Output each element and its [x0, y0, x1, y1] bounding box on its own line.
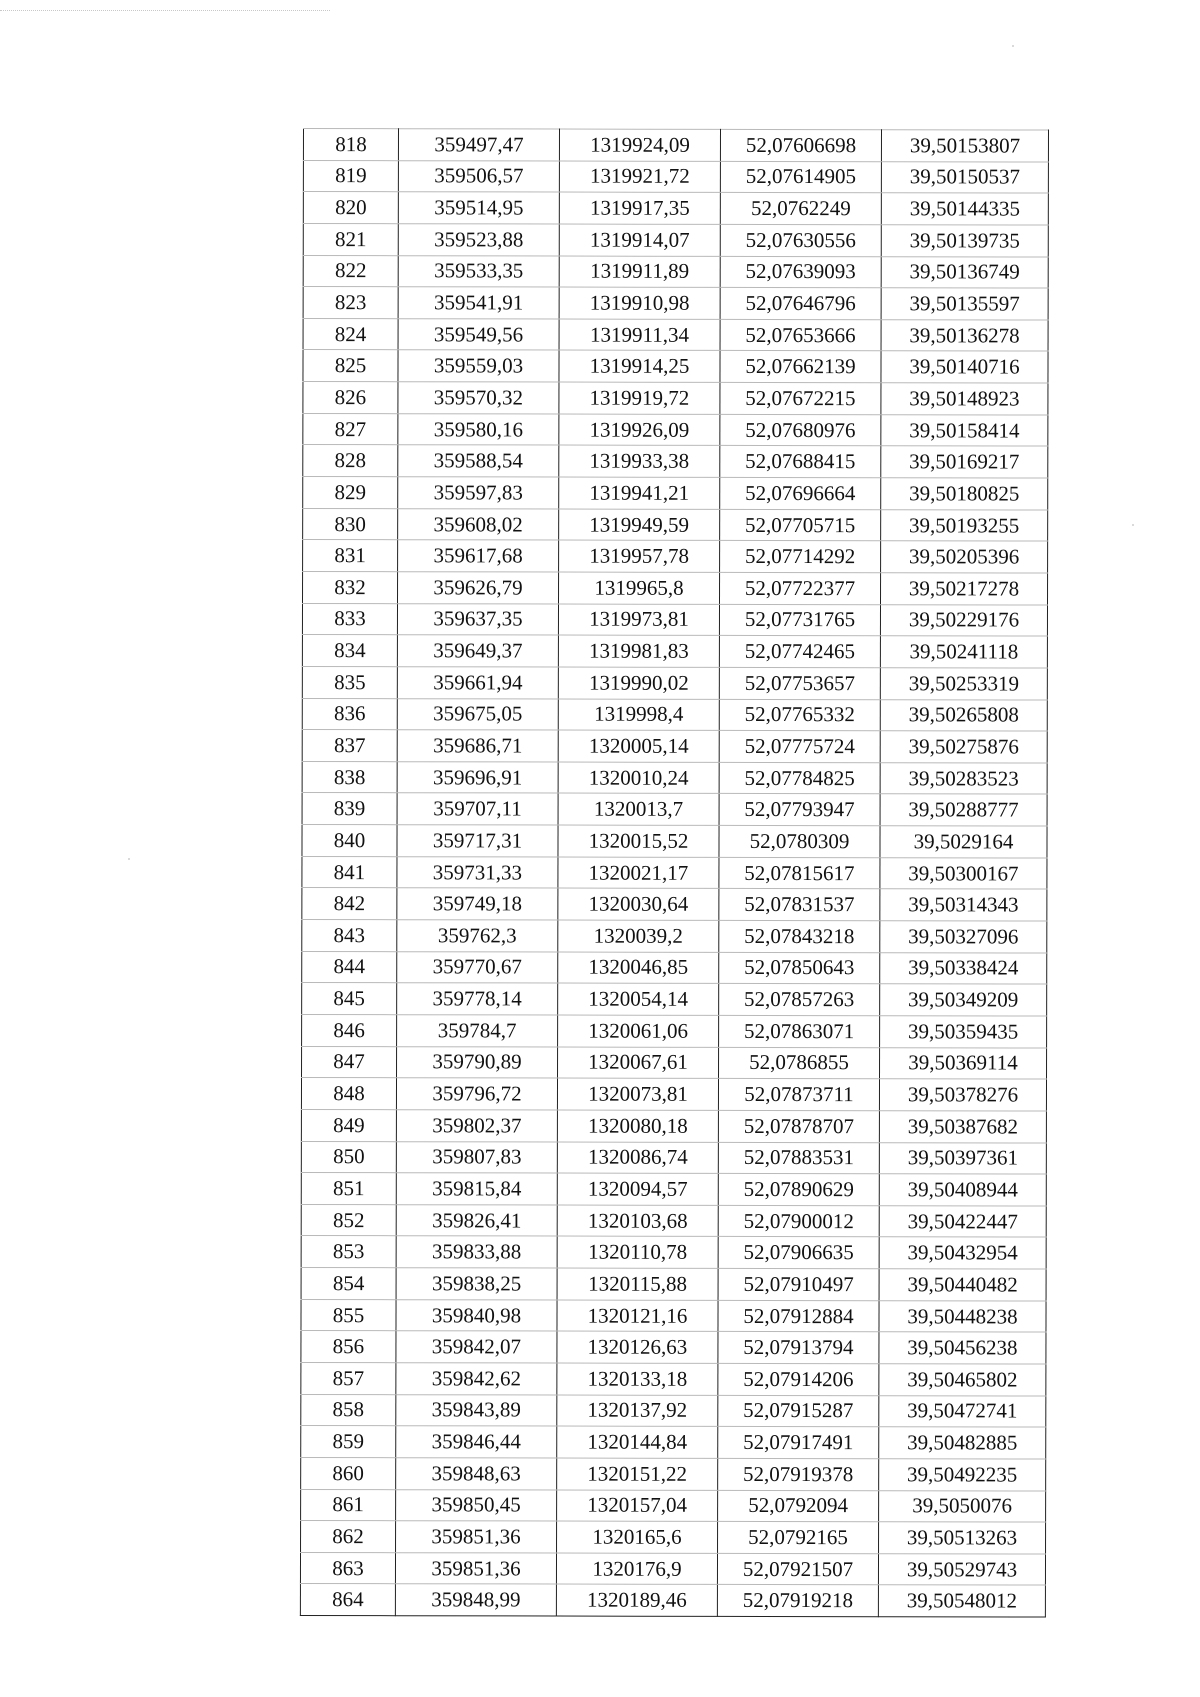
latitude-cell: 52,07714292 — [720, 541, 881, 573]
latitude-cell: 52,07662139 — [720, 351, 881, 383]
y-coordinate-cell: 1320176,9 — [556, 1553, 717, 1585]
x-coordinate-cell: 359597,83 — [398, 477, 559, 509]
point-number-cell: 842 — [302, 888, 397, 920]
y-coordinate-cell: 1320054,14 — [558, 983, 719, 1015]
coordinates-table — [300, 128, 1049, 1618]
x-coordinate-cell: 359778,14 — [397, 983, 558, 1015]
x-coordinate-cell: 359840,98 — [396, 1299, 557, 1331]
longitude-cell: 39,50349209 — [880, 984, 1047, 1016]
point-number-cell: 848 — [301, 1078, 396, 1110]
x-coordinate-cell: 359790,89 — [397, 1046, 558, 1078]
longitude-cell: 39,50139735 — [881, 225, 1048, 257]
y-coordinate-cell: 1320015,52 — [558, 825, 719, 857]
longitude-cell: 39,50327096 — [880, 921, 1047, 953]
longitude-cell: 39,50300167 — [880, 857, 1047, 889]
table-row — [303, 508, 1048, 541]
latitude-cell: 52,07857263 — [719, 984, 880, 1016]
point-number-cell: 830 — [303, 508, 398, 540]
y-coordinate-cell: 1319990,02 — [558, 667, 719, 699]
y-coordinate-cell: 1320126,63 — [557, 1331, 718, 1363]
scan-artifact-dot — [128, 858, 130, 860]
table-row — [302, 635, 1047, 668]
latitude-cell: 52,07850643 — [719, 952, 880, 984]
point-number-cell: 860 — [301, 1457, 396, 1489]
latitude-cell: 52,07688415 — [720, 446, 881, 478]
table-row — [303, 255, 1048, 288]
table-row — [302, 698, 1047, 731]
y-coordinate-cell: 1319914,25 — [559, 351, 720, 383]
x-coordinate-cell: 359802,37 — [396, 1110, 557, 1142]
latitude-cell: 52,07919218 — [717, 1585, 878, 1617]
table-row — [301, 1489, 1046, 1522]
point-number-cell: 863 — [300, 1552, 395, 1584]
table-row — [303, 382, 1048, 415]
point-number-cell: 843 — [302, 920, 397, 952]
y-coordinate-cell: 1319973,81 — [558, 604, 719, 636]
y-coordinate-cell: 1320165,6 — [557, 1521, 718, 1553]
x-coordinate-cell: 359850,45 — [396, 1489, 557, 1521]
x-coordinate-cell: 359523,88 — [398, 224, 559, 256]
point-number-cell: 840 — [302, 825, 397, 857]
latitude-cell: 52,07614905 — [720, 161, 881, 193]
longitude-cell: 39,50397361 — [879, 1142, 1046, 1174]
longitude-cell: 39,50288777 — [880, 794, 1047, 826]
longitude-cell: 39,50448238 — [879, 1300, 1046, 1332]
x-coordinate-cell: 359807,83 — [396, 1141, 557, 1173]
point-number-cell: 826 — [303, 382, 398, 414]
point-number-cell: 839 — [302, 793, 397, 825]
point-number-cell: 844 — [302, 951, 397, 983]
longitude-cell: 39,50283523 — [880, 763, 1047, 795]
point-number-cell: 823 — [303, 287, 398, 319]
latitude-cell: 52,07742465 — [719, 636, 880, 668]
y-coordinate-cell: 1320046,85 — [558, 952, 719, 984]
point-number-cell: 827 — [303, 413, 398, 445]
table-row — [302, 856, 1047, 889]
x-coordinate-cell: 359541,91 — [398, 287, 559, 319]
x-coordinate-cell: 359549,56 — [398, 319, 559, 351]
table-row — [303, 445, 1048, 478]
point-number-cell: 850 — [301, 1141, 396, 1173]
scan-artifact-dot — [1012, 45, 1014, 47]
x-coordinate-cell: 359588,54 — [398, 445, 559, 477]
x-coordinate-cell: 359842,07 — [396, 1331, 557, 1363]
x-coordinate-cell: 359559,03 — [398, 350, 559, 382]
y-coordinate-cell: 1320137,92 — [557, 1395, 718, 1427]
latitude-cell: 52,07831537 — [719, 889, 880, 921]
x-coordinate-cell: 359497,47 — [398, 129, 559, 161]
table-row — [302, 603, 1047, 636]
x-coordinate-cell: 359842,62 — [396, 1363, 557, 1395]
latitude-cell: 52,07646796 — [720, 288, 881, 320]
latitude-cell: 52,0786855 — [719, 1047, 880, 1079]
longitude-cell: 39,50265808 — [880, 699, 1047, 731]
table-row — [302, 666, 1047, 699]
x-coordinate-cell: 359649,37 — [397, 635, 558, 667]
y-coordinate-cell: 1319941,21 — [559, 477, 720, 509]
table-row — [303, 318, 1048, 351]
latitude-cell: 52,0792094 — [718, 1490, 879, 1522]
point-number-cell: 821 — [303, 223, 398, 255]
point-number-cell: 819 — [303, 160, 398, 192]
latitude-cell: 52,07731765 — [719, 604, 880, 636]
table-row — [301, 1521, 1046, 1554]
x-coordinate-cell: 359851,36 — [395, 1553, 556, 1585]
point-number-cell: 838 — [302, 761, 397, 793]
y-coordinate-cell: 1320189,46 — [556, 1585, 717, 1617]
y-coordinate-cell: 1319910,98 — [559, 287, 720, 319]
table-row — [302, 793, 1047, 826]
x-coordinate-cell: 359846,44 — [396, 1426, 557, 1458]
latitude-cell: 52,07913794 — [718, 1332, 879, 1364]
longitude-cell: 39,50136278 — [881, 320, 1048, 352]
longitude-cell: 39,50275876 — [880, 731, 1047, 763]
latitude-cell: 52,07900012 — [718, 1205, 879, 1237]
y-coordinate-cell: 1319933,38 — [559, 445, 720, 477]
table-row — [301, 1331, 1046, 1364]
latitude-cell: 52,07630556 — [720, 224, 881, 256]
latitude-cell: 52,0762249 — [720, 193, 881, 225]
x-coordinate-cell: 359617,68 — [398, 540, 559, 572]
longitude-cell: 39,50229176 — [880, 604, 1047, 636]
coordinates-table-body — [300, 129, 1048, 1618]
table-row — [302, 730, 1047, 763]
x-coordinate-cell: 359770,67 — [397, 951, 558, 983]
x-coordinate-cell: 359731,33 — [397, 856, 558, 888]
point-number-cell: 861 — [301, 1489, 396, 1521]
table-row — [303, 287, 1048, 320]
point-number-cell: 834 — [302, 635, 397, 667]
y-coordinate-cell: 1319914,07 — [559, 224, 720, 256]
point-number-cell: 845 — [302, 983, 397, 1015]
y-coordinate-cell: 1320080,18 — [557, 1110, 718, 1142]
latitude-cell: 52,07705715 — [720, 509, 881, 541]
table-row — [303, 477, 1048, 510]
x-coordinate-cell: 359661,94 — [397, 667, 558, 699]
y-coordinate-cell: 1319919,72 — [559, 382, 720, 414]
latitude-cell: 52,07914206 — [718, 1363, 879, 1395]
longitude-cell: 39,50180825 — [881, 478, 1048, 510]
longitude-cell: 39,50135597 — [881, 288, 1048, 320]
point-number-cell: 859 — [301, 1426, 396, 1458]
longitude-cell: 39,50148923 — [881, 383, 1048, 415]
latitude-cell: 52,07910497 — [718, 1268, 879, 1300]
x-coordinate-cell: 359626,79 — [398, 572, 559, 604]
table-row — [301, 1268, 1046, 1301]
longitude-cell: 39,50158414 — [881, 414, 1048, 446]
point-number-cell: 855 — [301, 1299, 396, 1331]
table-row — [301, 1236, 1046, 1269]
latitude-cell: 52,07890629 — [718, 1174, 879, 1206]
latitude-cell: 52,07753657 — [719, 667, 880, 699]
longitude-cell: 39,50472741 — [879, 1395, 1046, 1427]
point-number-cell: 832 — [303, 571, 398, 603]
latitude-cell: 52,07680976 — [720, 414, 881, 446]
table-row — [301, 1141, 1046, 1174]
table-row — [302, 1046, 1047, 1079]
point-number-cell: 828 — [303, 445, 398, 477]
table-row — [301, 1299, 1046, 1332]
point-number-cell: 854 — [301, 1268, 396, 1300]
longitude-cell: 39,50465802 — [879, 1364, 1046, 1396]
point-number-cell: 858 — [301, 1394, 396, 1426]
longitude-cell: 39,50440482 — [879, 1269, 1046, 1301]
y-coordinate-cell: 1320030,64 — [558, 888, 719, 920]
y-coordinate-cell: 1319911,89 — [559, 256, 720, 288]
point-number-cell: 820 — [303, 192, 398, 224]
table-row — [303, 129, 1048, 162]
longitude-cell: 39,50422447 — [879, 1205, 1046, 1237]
table-row — [301, 1426, 1046, 1459]
y-coordinate-cell: 1320039,2 — [558, 920, 719, 952]
x-coordinate-cell: 359570,32 — [398, 382, 559, 414]
y-coordinate-cell: 1320121,16 — [557, 1300, 718, 1332]
longitude-cell: 39,50548012 — [878, 1585, 1045, 1617]
latitude-cell: 52,0780309 — [719, 825, 880, 857]
latitude-cell: 52,07722377 — [720, 572, 881, 604]
table-row — [301, 1204, 1046, 1237]
longitude-cell: 39,50153807 — [881, 130, 1048, 162]
y-coordinate-cell: 1320133,18 — [557, 1363, 718, 1395]
table-row — [301, 1457, 1046, 1490]
longitude-cell: 39,50241118 — [880, 636, 1047, 668]
table-row — [302, 983, 1047, 1016]
x-coordinate-cell: 359696,91 — [397, 762, 558, 794]
longitude-cell: 39,50140716 — [881, 351, 1048, 383]
latitude-cell: 52,07843218 — [719, 920, 880, 952]
point-number-cell: 835 — [302, 666, 397, 698]
table-row — [302, 920, 1047, 953]
x-coordinate-cell: 359637,35 — [397, 603, 558, 635]
longitude-cell: 39,50253319 — [880, 668, 1047, 700]
longitude-cell: 39,50387682 — [879, 1111, 1046, 1143]
table-row — [303, 192, 1048, 225]
longitude-cell: 39,50193255 — [881, 509, 1048, 541]
latitude-cell: 52,07793947 — [719, 794, 880, 826]
x-coordinate-cell: 359686,71 — [397, 730, 558, 762]
y-coordinate-cell: 1320144,84 — [557, 1426, 718, 1458]
table-row — [302, 825, 1047, 858]
latitude-cell: 52,07906635 — [718, 1237, 879, 1269]
point-number-cell: 825 — [303, 350, 398, 382]
longitude-cell: 39,5050076 — [879, 1490, 1046, 1522]
scan-artifact-dot — [1132, 524, 1134, 526]
longitude-cell: 39,50492235 — [879, 1459, 1046, 1491]
y-coordinate-cell: 1320067,61 — [558, 1047, 719, 1079]
y-coordinate-cell: 1320061,06 — [558, 1015, 719, 1047]
x-coordinate-cell: 359851,36 — [396, 1521, 557, 1553]
table-row — [300, 1584, 1045, 1617]
point-number-cell: 864 — [300, 1584, 395, 1616]
y-coordinate-cell: 1319998,4 — [558, 699, 719, 731]
point-number-cell: 852 — [301, 1204, 396, 1236]
longitude-cell: 39,50136749 — [881, 256, 1048, 288]
latitude-cell: 52,0792165 — [718, 1522, 879, 1554]
x-coordinate-cell: 359833,88 — [396, 1236, 557, 1268]
longitude-cell: 39,5029164 — [880, 826, 1047, 858]
point-number-cell: 847 — [302, 1046, 397, 1078]
y-coordinate-cell: 1319949,59 — [559, 509, 720, 541]
point-number-cell: 829 — [303, 477, 398, 509]
x-coordinate-cell: 359796,72 — [396, 1078, 557, 1110]
table-row — [302, 1014, 1047, 1047]
x-coordinate-cell: 359848,99 — [395, 1584, 556, 1616]
y-coordinate-cell: 1320073,81 — [557, 1078, 718, 1110]
y-coordinate-cell: 1320115,88 — [557, 1268, 718, 1300]
latitude-cell: 52,07919378 — [718, 1458, 879, 1490]
y-coordinate-cell: 1320103,68 — [557, 1205, 718, 1237]
y-coordinate-cell: 1320013,7 — [558, 793, 719, 825]
x-coordinate-cell: 359675,05 — [397, 698, 558, 730]
y-coordinate-cell: 1320010,24 — [558, 762, 719, 794]
point-number-cell: 833 — [302, 603, 397, 635]
latitude-cell: 52,07873711 — [718, 1079, 879, 1111]
point-number-cell: 849 — [301, 1109, 396, 1141]
longitude-cell: 39,50432954 — [879, 1237, 1046, 1269]
latitude-cell: 52,07784825 — [719, 762, 880, 794]
y-coordinate-cell: 1319921,72 — [559, 161, 720, 193]
table-row — [302, 888, 1047, 921]
y-coordinate-cell: 1319924,09 — [559, 129, 720, 161]
y-coordinate-cell: 1319981,83 — [558, 635, 719, 667]
x-coordinate-cell: 359843,89 — [396, 1394, 557, 1426]
latitude-cell: 52,07639093 — [720, 256, 881, 288]
y-coordinate-cell: 1319911,34 — [559, 319, 720, 351]
x-coordinate-cell: 359749,18 — [397, 888, 558, 920]
latitude-cell: 52,07863071 — [719, 1015, 880, 1047]
x-coordinate-cell: 359580,16 — [398, 413, 559, 445]
y-coordinate-cell: 1319965,8 — [559, 572, 720, 604]
table-row — [301, 1362, 1046, 1395]
x-coordinate-cell: 359533,35 — [398, 255, 559, 287]
longitude-cell: 39,50513263 — [879, 1522, 1046, 1554]
x-coordinate-cell: 359717,31 — [397, 825, 558, 857]
latitude-cell: 52,07765332 — [719, 699, 880, 731]
y-coordinate-cell: 1320094,57 — [557, 1173, 718, 1205]
longitude-cell: 39,50217278 — [881, 573, 1048, 605]
latitude-cell: 52,07653666 — [720, 319, 881, 351]
scan-artifact-line — [0, 10, 330, 11]
y-coordinate-cell: 1319917,35 — [559, 192, 720, 224]
x-coordinate-cell: 359514,95 — [398, 192, 559, 224]
point-number-cell: 853 — [301, 1236, 396, 1268]
latitude-cell: 52,07672215 — [720, 382, 881, 414]
latitude-cell: 52,07775724 — [719, 731, 880, 763]
table-row — [300, 1552, 1045, 1585]
point-number-cell: 822 — [303, 255, 398, 287]
latitude-cell: 52,07915287 — [718, 1395, 879, 1427]
table-row — [303, 413, 1048, 446]
x-coordinate-cell: 359707,11 — [397, 793, 558, 825]
point-number-cell: 841 — [302, 856, 397, 888]
longitude-cell: 39,50314343 — [880, 889, 1047, 921]
table-row — [302, 761, 1047, 794]
y-coordinate-cell: 1319957,78 — [559, 540, 720, 572]
point-number-cell: 818 — [303, 129, 398, 161]
latitude-cell: 52,07696664 — [720, 477, 881, 509]
longitude-cell: 39,50359435 — [880, 1016, 1047, 1048]
table-row — [301, 1078, 1046, 1111]
table-row — [301, 1173, 1046, 1206]
point-number-cell: 851 — [301, 1173, 396, 1205]
x-coordinate-cell: 359848,63 — [396, 1458, 557, 1490]
latitude-cell: 52,07883531 — [718, 1142, 879, 1174]
table-row — [303, 160, 1048, 193]
point-number-cell: 831 — [303, 540, 398, 572]
longitude-cell: 39,50144335 — [881, 193, 1048, 225]
latitude-cell: 52,07606698 — [720, 129, 881, 161]
y-coordinate-cell: 1320005,14 — [558, 730, 719, 762]
longitude-cell: 39,50456238 — [879, 1332, 1046, 1364]
x-coordinate-cell: 359838,25 — [396, 1268, 557, 1300]
x-coordinate-cell: 359762,3 — [397, 920, 558, 952]
y-coordinate-cell: 1320021,17 — [558, 857, 719, 889]
y-coordinate-cell: 1319926,09 — [559, 414, 720, 446]
table-row — [301, 1109, 1046, 1142]
table-row — [303, 350, 1048, 383]
point-number-cell: 846 — [302, 1014, 397, 1046]
x-coordinate-cell: 359608,02 — [398, 508, 559, 540]
table-row — [303, 540, 1048, 573]
x-coordinate-cell: 359784,7 — [397, 1015, 558, 1047]
latitude-cell: 52,07878707 — [718, 1110, 879, 1142]
latitude-cell: 52,07921507 — [717, 1553, 878, 1585]
longitude-cell: 39,50529743 — [878, 1554, 1045, 1586]
point-number-cell: 856 — [301, 1331, 396, 1363]
point-number-cell: 836 — [302, 698, 397, 730]
table-row — [302, 951, 1047, 984]
y-coordinate-cell: 1320157,04 — [557, 1490, 718, 1522]
point-number-cell: 862 — [301, 1521, 396, 1553]
latitude-cell: 52,07815617 — [719, 857, 880, 889]
latitude-cell: 52,07912884 — [718, 1300, 879, 1332]
longitude-cell: 39,50378276 — [879, 1079, 1046, 1111]
table-row — [303, 223, 1048, 256]
longitude-cell: 39,50408944 — [879, 1174, 1046, 1206]
longitude-cell: 39,50205396 — [881, 541, 1048, 573]
longitude-cell: 39,50150537 — [881, 161, 1048, 193]
table-row — [303, 571, 1048, 604]
x-coordinate-cell: 359826,41 — [396, 1204, 557, 1236]
x-coordinate-cell: 359815,84 — [396, 1173, 557, 1205]
table-row — [301, 1394, 1046, 1427]
point-number-cell: 837 — [302, 730, 397, 762]
x-coordinate-cell: 359506,57 — [398, 160, 559, 192]
y-coordinate-cell: 1320151,22 — [557, 1458, 718, 1490]
point-number-cell: 824 — [303, 318, 398, 350]
latitude-cell: 52,07917491 — [718, 1427, 879, 1459]
longitude-cell: 39,50482885 — [879, 1427, 1046, 1459]
longitude-cell: 39,50169217 — [881, 446, 1048, 478]
y-coordinate-cell: 1320086,74 — [557, 1142, 718, 1174]
point-number-cell: 857 — [301, 1362, 396, 1394]
longitude-cell: 39,50338424 — [880, 952, 1047, 984]
longitude-cell: 39,50369114 — [880, 1047, 1047, 1079]
y-coordinate-cell: 1320110,78 — [557, 1236, 718, 1268]
